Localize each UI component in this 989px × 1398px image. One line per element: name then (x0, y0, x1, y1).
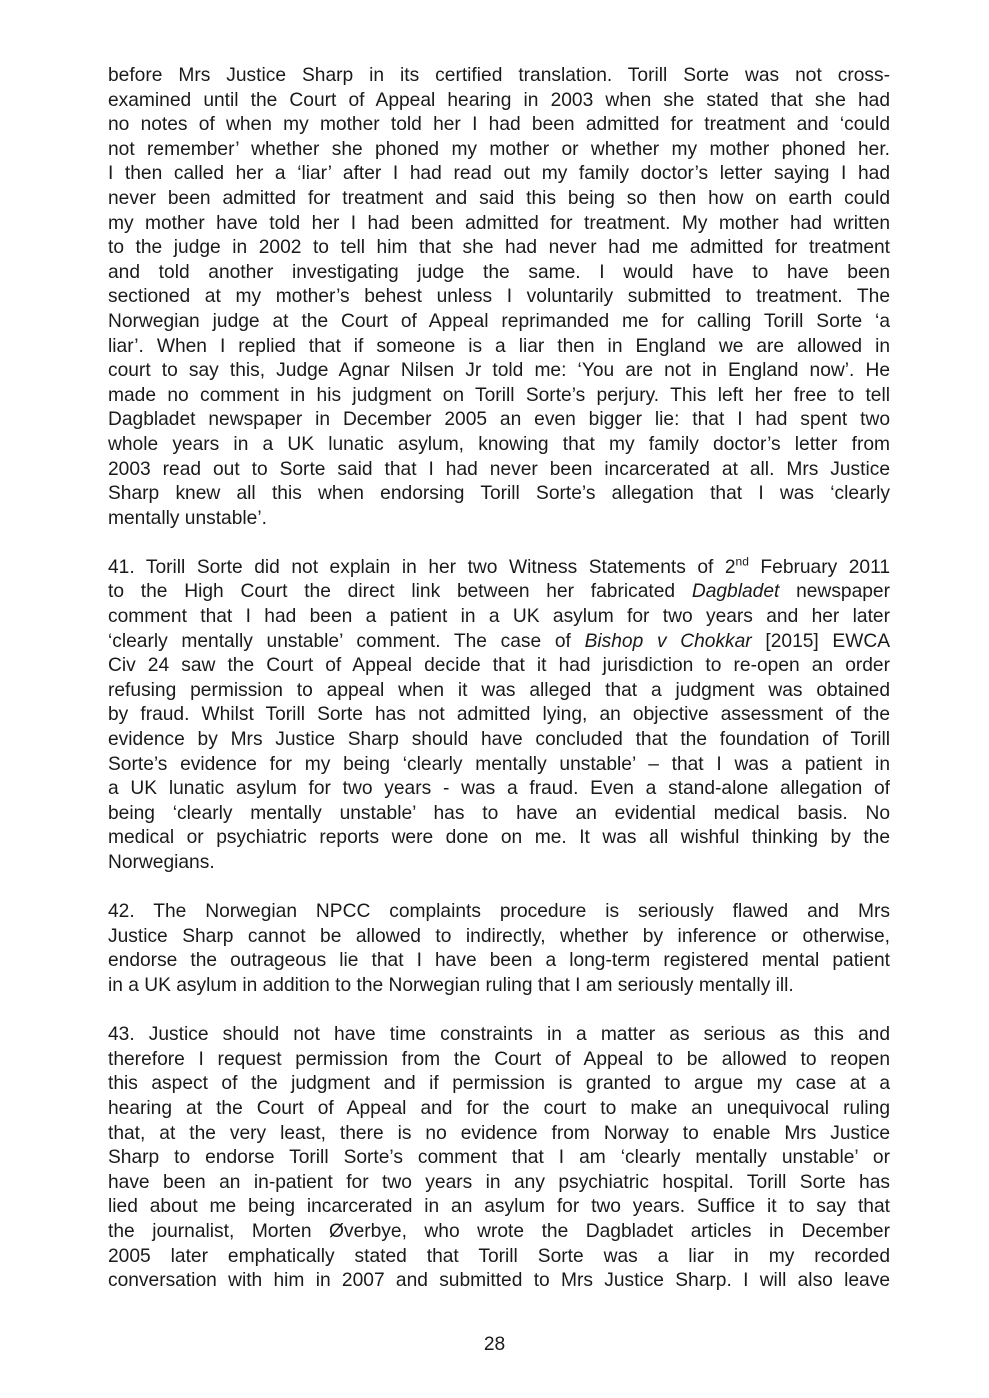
paragraph-continuation-line: Sharp knew all this when endorsing Torill Sorte’s allegation that I was ‘clearly (108, 483, 890, 505)
paragraph-43-line: conversation with him in 2007 and submitted to Mrs Justice Sharp. I will also leave (108, 1270, 890, 1292)
paragraph-42-line: endorse the outrageous lie that I have been a long-term registered mental patient (108, 950, 890, 972)
paragraph-41-line: Norwegians. (108, 852, 215, 873)
paragraph-41-line: a UK lunatic asylum for two years - was a fraud. Even a stand-alone allegation of (108, 778, 890, 800)
paragraph-43-line: have been an in-patient for two years in any psychiatric hospital. Torill Sorte has (108, 1171, 890, 1193)
paragraph-43 (108, 1023, 890, 1294)
paragraph-41 (108, 556, 890, 876)
paragraph-43-line: Sharp to endorse Torill Sorte’s comment that I am ‘clearly mentally unstable’ or (108, 1147, 890, 1169)
paragraph-42 (108, 900, 890, 998)
newspaper-name: Dagbladet (691, 581, 780, 603)
paragraph-continuation-line: mentally unstable’. (108, 507, 267, 529)
paragraph-41-line: 41. Torill Sorte did not explain in her two Witness Statements of 2nd February 2011 (108, 554, 891, 578)
paragraph-43-line: this aspect of the judgment and if permission is granted to argue my case at a (108, 1073, 890, 1095)
paragraph-41-line: Sorte’s evidence for my being ‘clearly mentally unstable’ – that I was a patient in (108, 753, 890, 775)
paragraph-continuation-line: Norwegian judge at the Court of Appeal reprimanded me for calling Torill Sorte ‘a (108, 310, 890, 332)
paragraph-41-line: ‘clearly mentally unstable’ comment. The case of Bishop v Chokkar [2015] EWCA (108, 630, 890, 652)
paragraph-continuation-line: my mother have told her I had been admitted for treatment. My mother had written (108, 212, 890, 234)
paragraph-41-line: Civ 24 saw the Court of Appeal decide that it had jurisdiction to re-open an order (108, 655, 890, 677)
paragraph-41-line: medical or psychiatric reports were done on me. It was all wishful thinking by the (108, 827, 890, 849)
paragraph-42-line: 42. The Norwegian NPCC complaints procedure is seriously flawed and Mrs (108, 901, 890, 923)
paragraph-41-line: comment that I had been a patient in a UK asylum for two years and her later (108, 606, 890, 628)
paragraph-continuation-line: made no comment in his judgment on Torill Sorte’s perjury. This left her free to tell (108, 384, 890, 406)
paragraph-continuation-line: sectioned at my mother’s behest unless I voluntarily submitted to treatment. The (108, 286, 890, 308)
paragraph-41-line: by fraud. Whilst Torill Sorte has not admitted lying, an objective assessment of the (108, 704, 890, 726)
paragraph-continuation-line: examined until the Court of Appeal hearing in 2003 when she stated that she had (108, 89, 890, 111)
paragraph-continuation-line: liar’. When I replied that if someone is a liar then in England we are allowed in (108, 335, 890, 357)
paragraph-continuation-line: and told another investigating judge the same. I would have to have been (108, 261, 890, 283)
paragraph-continuation-line: never been admitted for treatment and said this being so then how on earth could (108, 187, 890, 209)
paragraph-41-line: evidence by Mrs Justice Sharp should have concluded that the foundation of Torill (108, 729, 890, 751)
paragraph-43-line: 43. Justice should not have time constraints in a matter as serious as this and (108, 1024, 890, 1046)
page-number: 28 (483, 1334, 506, 1355)
paragraph-continuation-line: Dagbladet newspaper in December 2005 an even bigger lie: that I had spent two (108, 409, 890, 431)
paragraph-43-line: 2005 later emphatically stated that Torill Sorte was a liar in my recorded (108, 1245, 890, 1267)
paragraph-43-line: that, at the very least, there is no evidence from Norway to enable Mrs Justice (108, 1122, 890, 1144)
case-name: Bishop v Chokkar (584, 630, 752, 652)
paragraph-42-line: Justice Sharp cannot be allowed to indirectly, whether by inference or otherwise, (108, 925, 890, 947)
paragraph-continuation-line: before Mrs Justice Sharp in its certified translation. Torill Sorte was not cross- (108, 65, 890, 86)
paragraph-42-line: in a UK asylum in addition to the Norwegian ruling that I am seriously mentally ill. (108, 974, 794, 996)
paragraph-41-line: being ‘clearly mentally unstable’ has to have an evidential medical basis. No (108, 802, 890, 824)
paragraph-41-line: refusing permission to appeal when it was alleged that a judgment was obtained (108, 679, 890, 701)
paragraph-41-line: to the High Court the direct link between her fabricated Dagbladet newspaper (108, 581, 890, 603)
document-body (108, 64, 890, 1294)
paragraph-continuation-line: no notes of when my mother told her I had been admitted for treatment and ‘could (108, 114, 890, 136)
paragraph-continuation-line: 2003 read out to Sorte said that I had never been incarcerated at all. Mrs Justice (108, 458, 890, 480)
paragraph-43-line: lied about me being incarcerated in an asylum for two years. Suffice it to say that (108, 1196, 890, 1218)
paragraph-continuation-line: to the judge in 2002 to tell him that she had never had me admitted for treatment (108, 237, 890, 259)
paragraph-continuation-line: not remember’ whether she phoned my mother or whether my mother phoned her. (108, 138, 890, 160)
paragraph-continuation-line: court to say this, Judge Agnar Nilsen Jr told me: ‘You are not in England now’. He (108, 360, 890, 382)
paragraph-43-line: therefore I request permission from the Court of Appeal to be allowed to reopen (108, 1048, 890, 1070)
paragraph-43-line: the journalist, Morten Øverbye, who wrote the Dagbladet articles in December (108, 1220, 890, 1242)
paragraph-continuation-line: I then called her a ‘liar’ after I had read out my family doctor’s letter saying I had (108, 163, 890, 185)
paragraph-continuation (108, 64, 890, 531)
paragraph-43-line: hearing at the Court of Appeal and for the court to make an unequivocal ruling (108, 1097, 890, 1119)
paragraph-continuation-line: whole years in a UK lunatic asylum, knowing that my family doctor’s letter from (108, 433, 890, 455)
